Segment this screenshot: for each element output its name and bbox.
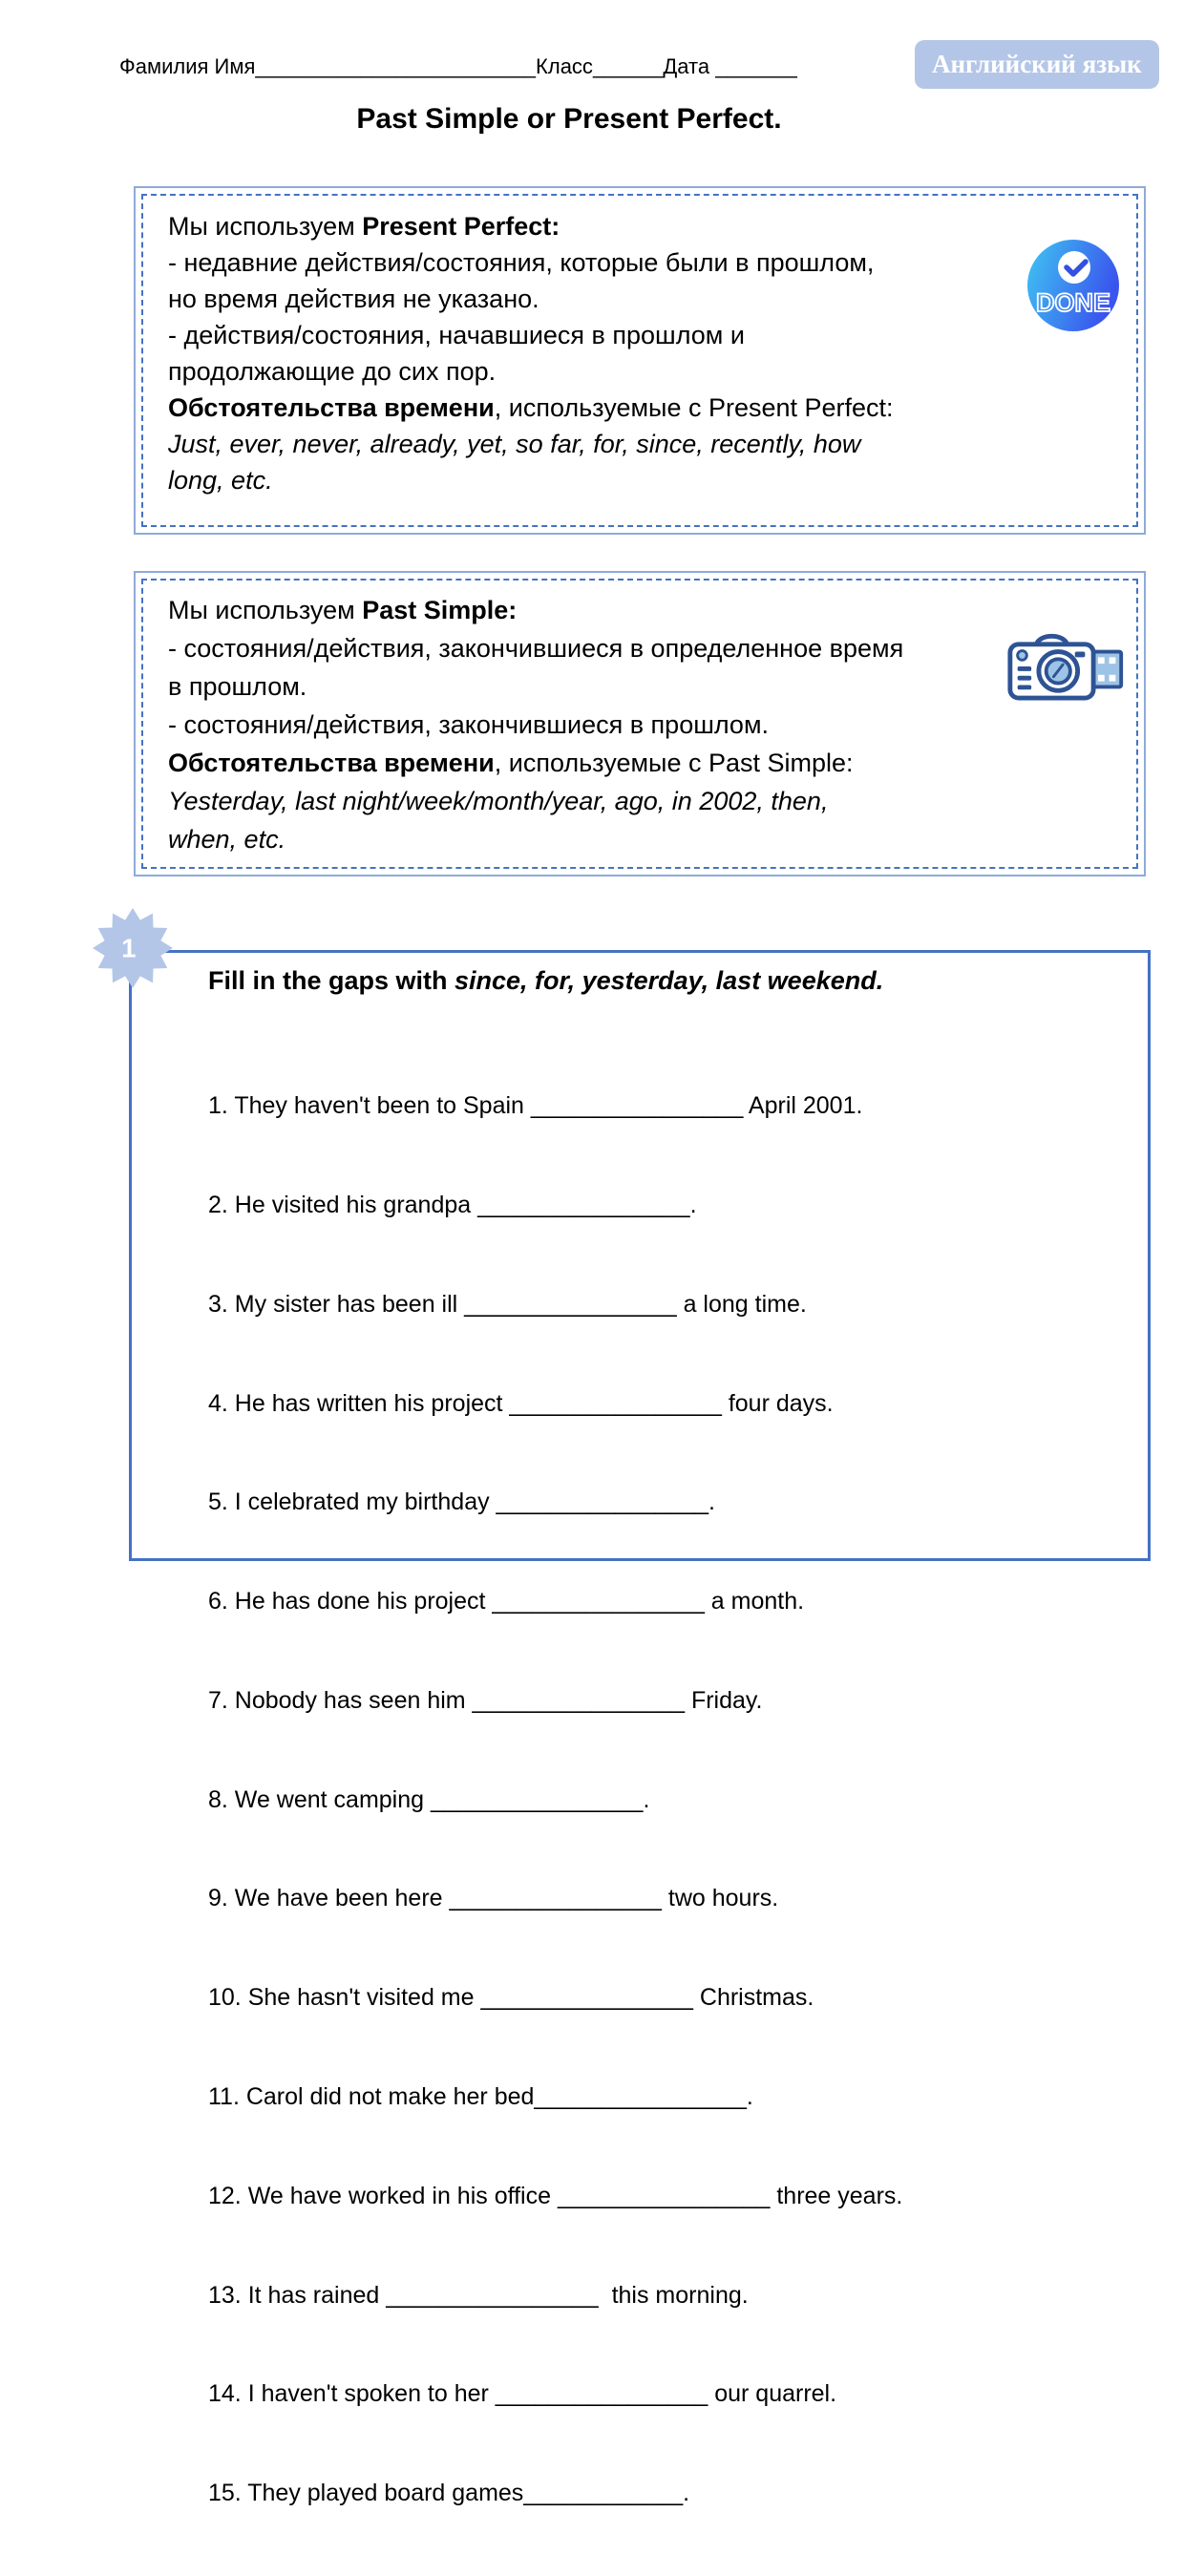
sentence-line: 8. We went camping ________________. bbox=[208, 1785, 650, 1813]
sentence-line: 10. She hasn't visited me ________________ Christmas. bbox=[208, 1984, 814, 2012]
sentence-line: 14. I haven't spoken to her ________________ our quarrel. bbox=[208, 2380, 837, 2408]
past-simple-rule-text bbox=[141, 579, 1138, 869]
rule-point-line: в прошлом. bbox=[168, 672, 307, 701]
exercise-number-star-icon bbox=[93, 908, 173, 988]
name-label: Фамилия Имя bbox=[119, 54, 256, 78]
rule-examples-line: when, etc. bbox=[168, 825, 286, 854]
rule-point-line: продолжающие до сих пор. bbox=[168, 357, 497, 386]
sentence-line: 1. They haven't been to Spain ________________ April 2001. bbox=[208, 1092, 863, 1120]
rule-adverbs-line bbox=[168, 390, 1123, 426]
rule-point-line: - недавние действия/состояния, которые были в прошлом, bbox=[168, 248, 875, 277]
sentence-line: 9. We have been here ________________ two hours. bbox=[208, 1885, 779, 1912]
rule-adverbs-bold: Обстоятельства времени bbox=[168, 749, 495, 777]
rule-point-line: - состояния/действия, закончившиеся в определенное время bbox=[168, 634, 904, 663]
rule-intro-text: Мы используем bbox=[168, 212, 363, 241]
done-icon-label: DONE bbox=[1035, 288, 1111, 317]
rule-point-line: - состояния/действия, закончившиеся в прошлом. bbox=[168, 710, 770, 739]
class-blank-line: ______ bbox=[592, 54, 664, 78]
exercise-1-box bbox=[121, 933, 1151, 2507]
present-perfect-rule-box bbox=[134, 186, 1146, 535]
exercise-number: 1 bbox=[121, 933, 137, 963]
rule-adverbs-line bbox=[168, 744, 1123, 782]
sentence-line: 6. He has done his project ________________ a month. bbox=[208, 1588, 805, 1615]
sentence-line: 13. It has rained ________________ this morning. bbox=[208, 2281, 749, 2309]
instruction-words: since, for, yesterday, last weekend. bbox=[455, 966, 884, 995]
name-class-date-line bbox=[119, 54, 797, 79]
page-title: Past Simple or Present Perfect. bbox=[356, 103, 782, 135]
camera-film-icon bbox=[1004, 624, 1129, 712]
rule-adverbs-rest: , используемые с Present Perfect: bbox=[494, 393, 894, 422]
class-label: Класс bbox=[536, 54, 593, 78]
sentence-line: 5. I celebrated my birthday ________________. bbox=[208, 1489, 715, 1516]
rule-intro-text: Мы используем bbox=[168, 596, 363, 624]
rule-point-line: - действия/состояния, начавшиеся в прошлом и bbox=[168, 321, 745, 349]
sentence-line: 12. We have worked in his office ________________ three years. bbox=[208, 2182, 903, 2209]
sentence-line: 11. Carol did not make her bed________________. bbox=[208, 2083, 753, 2110]
name-blank-line: ________________________ bbox=[255, 54, 537, 78]
rule-intro-line bbox=[168, 591, 1123, 629]
date-blank-line: _______ bbox=[715, 54, 797, 78]
rule-intro-term: Past Simple: bbox=[362, 596, 518, 624]
sentence-list bbox=[208, 1024, 902, 2576]
rule-examples-line: long, etc. bbox=[168, 466, 273, 495]
date-label: Дата bbox=[663, 54, 716, 78]
past-simple-rule-box bbox=[134, 571, 1146, 876]
rule-examples-line: Just, ever, never, already, yet, so far, for, since, recently, how bbox=[168, 430, 861, 458]
instruction-plain: Fill in the gaps with bbox=[208, 966, 455, 995]
rule-adverbs-rest: , используемые с Past Simple: bbox=[494, 749, 854, 777]
present-perfect-rule-text bbox=[141, 194, 1138, 527]
done-check-icon bbox=[1025, 238, 1121, 333]
sentence-line: 4. He has written his project ________________ four days. bbox=[208, 1389, 834, 1417]
rule-intro-term: Present Perfect: bbox=[362, 212, 560, 241]
sentence-line: 3. My sister has been ill ________________ a long time. bbox=[208, 1290, 807, 1318]
sentence-line: 15. They played board games____________. bbox=[208, 2480, 690, 2507]
subject-badge: Английский язык bbox=[915, 40, 1159, 89]
sentence-line: 2. He visited his grandpa ________________. bbox=[208, 1191, 697, 1218]
sentence-line: 7. Nobody has seen him ________________ Friday. bbox=[208, 1686, 763, 1714]
rule-examples-line: Yesterday, last night/week/month/year, ago, in 2002, then, bbox=[168, 787, 829, 815]
exercise-instruction bbox=[208, 966, 883, 996]
rule-intro-line bbox=[168, 208, 1123, 244]
rule-adverbs-bold: Обстоятельства времени bbox=[168, 393, 495, 422]
rule-point-line: но время действия не указано. bbox=[168, 285, 539, 313]
